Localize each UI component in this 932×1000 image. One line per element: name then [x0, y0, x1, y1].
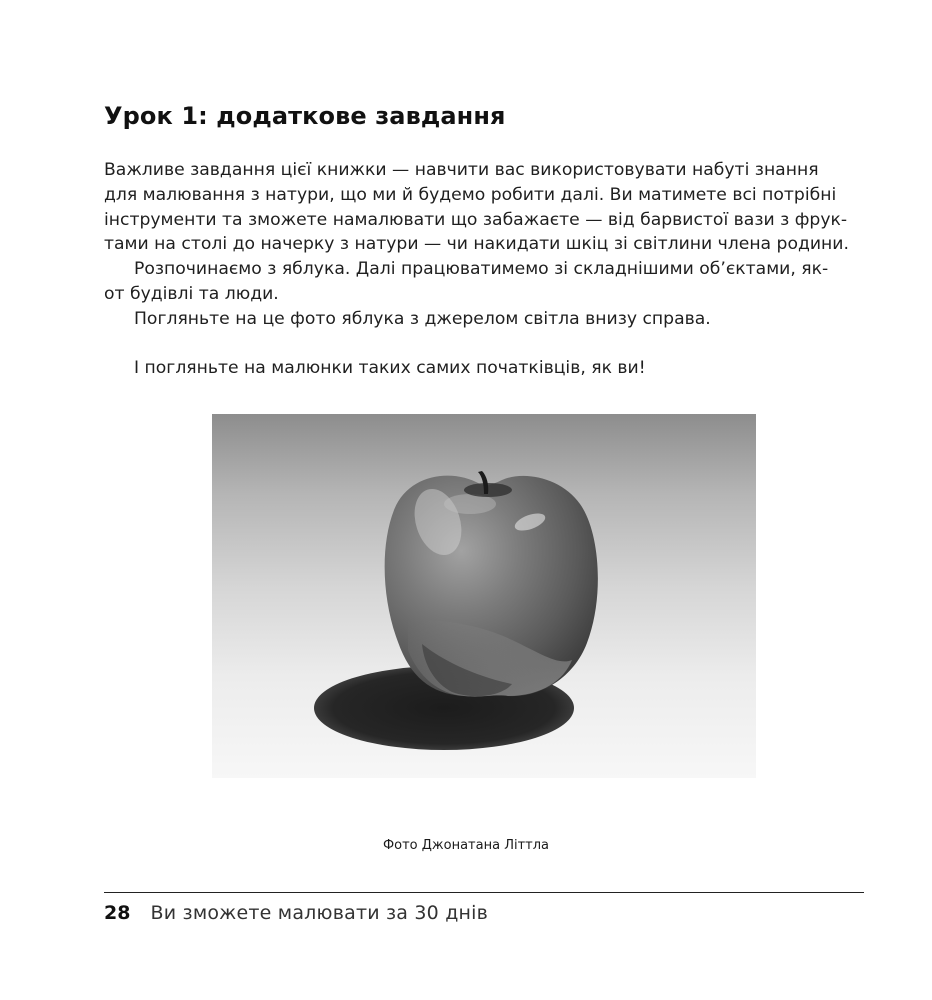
body-line: І погляньте на малюнки таких самих початківців, як ви! — [134, 358, 646, 379]
body-line: Погляньте на це фото яблука з джерелом світла внизу справа. — [134, 308, 711, 329]
footer-divider — [104, 892, 864, 893]
page-number: 28 — [104, 902, 131, 924]
apple-illustration — [212, 414, 756, 778]
body-line: Розпочинаємо з яблука. Далі працюватимемо зі складнішими об’єктами, як- — [134, 259, 829, 280]
body-line: от будівлі та люди. — [104, 283, 279, 304]
body-line: для малювання з натури, що ми й будемо робити далі. Ви матимете всі потрібні — [104, 184, 837, 205]
body-line: Важливе завдання цієї книжки — навчити вас використовувати набуті знання — [104, 160, 819, 180]
paragraph-spacer — [104, 332, 864, 357]
lesson-body — [104, 158, 864, 381]
apple-highlight — [444, 494, 496, 514]
page-footer — [104, 902, 488, 924]
body-line: інструменти та зможете намалювати що забажаєте — від барвистої вази з фрук- — [104, 209, 848, 230]
body-line: тами на столі до начерку з натури — чи накидати шкіц зі світлини члена родини. — [104, 234, 849, 255]
apple-photo — [212, 414, 756, 778]
photo-caption: Фото Джонатана Літтла — [382, 838, 550, 853]
running-title: Ви зможете малювати за 30 днів — [150, 902, 489, 924]
lesson-heading: Урок 1: додаткове завдання — [104, 102, 506, 130]
